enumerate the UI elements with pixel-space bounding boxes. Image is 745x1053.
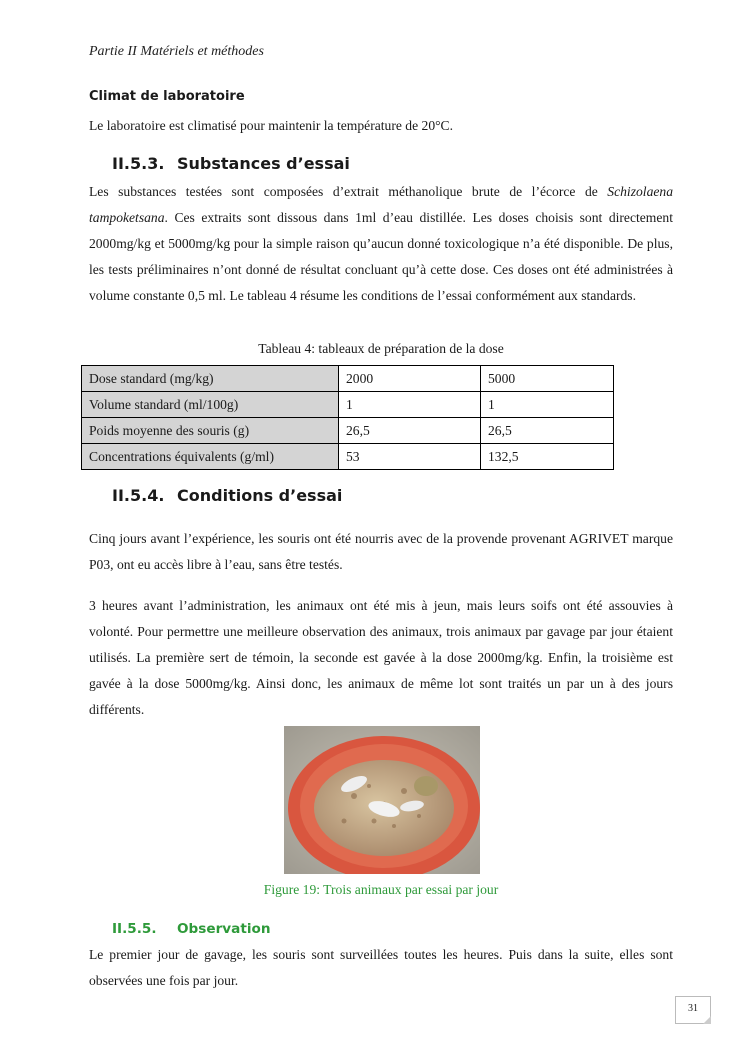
table-caption: Tableau 4: tableaux de préparation de la dose bbox=[258, 341, 504, 356]
section-title: Observation bbox=[177, 921, 271, 937]
table-row bbox=[82, 366, 614, 392]
value-cell: 1 bbox=[339, 392, 481, 418]
climat-text: Le laboratoire est climatisé pour maintenir la température de 20°C. bbox=[89, 118, 454, 133]
figure-caption: Figure 19: Trois animaux par essai par jour bbox=[263, 882, 499, 897]
value-cell: 2000 bbox=[339, 366, 481, 392]
para-text: . Ces extraits sont dissous dans 1ml d’eau distillée. Les doses choisis sont directement 2000mg/kg et 5000mg/kg pour la simple raison qu’aucun donné toxicologique n’a été disponible. De plus, les tests préliminaires n’ont donné de résultat concluant qu’à cette dose. Ces doses ont été administrées à volume constante 0,5 ml. Le tableau 4 résume les conditions de l’essai conformément aux standards. bbox=[89, 210, 673, 303]
section-heading-5-3 bbox=[112, 154, 350, 173]
climat-heading: Climat de laboratoire bbox=[89, 89, 245, 104]
page-number: 31 bbox=[675, 996, 711, 1024]
table-row bbox=[82, 392, 614, 418]
value-cell: 26,5 bbox=[481, 418, 614, 444]
running-header: Partie II Matériels et méthodes bbox=[89, 44, 264, 59]
value-cell: 53 bbox=[339, 444, 481, 470]
value-cell: 132,5 bbox=[481, 444, 614, 470]
table-row bbox=[82, 418, 614, 444]
section-title: Conditions d’essai bbox=[177, 486, 343, 505]
mouse-bowl-photo bbox=[284, 726, 480, 874]
figure-photo bbox=[284, 726, 480, 874]
section-number: II.5.5. bbox=[112, 921, 157, 937]
table-row bbox=[82, 444, 614, 470]
section-title: Substances d’essai bbox=[177, 154, 350, 173]
section-number: II.5.4. bbox=[112, 486, 165, 505]
conditions-paragraph-1: Cinq jours avant l’expérience, les souris ont été nourris avec de la provende provenant AGRIVET marque P03, ont eu accès libre à l’eau, sans être testés. bbox=[89, 531, 673, 572]
row-label-cell: Poids moyenne des souris (g) bbox=[82, 418, 339, 444]
species-name: Schizolaena tampoketsana bbox=[89, 184, 673, 225]
section-number: II.5.3. bbox=[112, 154, 165, 173]
section-heading-5-5 bbox=[112, 921, 271, 937]
substances-paragraph bbox=[89, 179, 673, 309]
para-text: Les substances testées sont composées d’extrait méthanolique brute de l’écorce de bbox=[89, 184, 608, 199]
observation-paragraph: Le premier jour de gavage, les souris sont surveillées toutes les heures. Puis dans la suite, elles sont observées une fois par jour. bbox=[89, 947, 673, 988]
value-cell: 5000 bbox=[481, 366, 614, 392]
row-label-cell: Dose standard (mg/kg) bbox=[82, 366, 339, 392]
value-cell: 1 bbox=[481, 392, 614, 418]
value-cell: 26,5 bbox=[339, 418, 481, 444]
conditions-paragraph-2: 3 heures avant l’administration, les animaux ont été mis à jeun, mais leurs soifs ont été assouvies à volonté. Pour permettre une meilleure observation des animaux, trois animaux par gavage par jour étaient utilisés. La première sert de témoin, la seconde est gavée à la dose 2000mg/kg. Enfin, la troisième est gavée à la dose 5000mg/kg. Ainsi donc, les animaux de même lot sont traités un par un à des jours différents. bbox=[89, 598, 673, 717]
row-label-cell: Volume standard (ml/100g) bbox=[82, 392, 339, 418]
row-label-cell: Concentrations équivalents (g/ml) bbox=[82, 444, 339, 470]
dose-table bbox=[81, 365, 614, 470]
section-heading-5-4 bbox=[112, 486, 342, 505]
